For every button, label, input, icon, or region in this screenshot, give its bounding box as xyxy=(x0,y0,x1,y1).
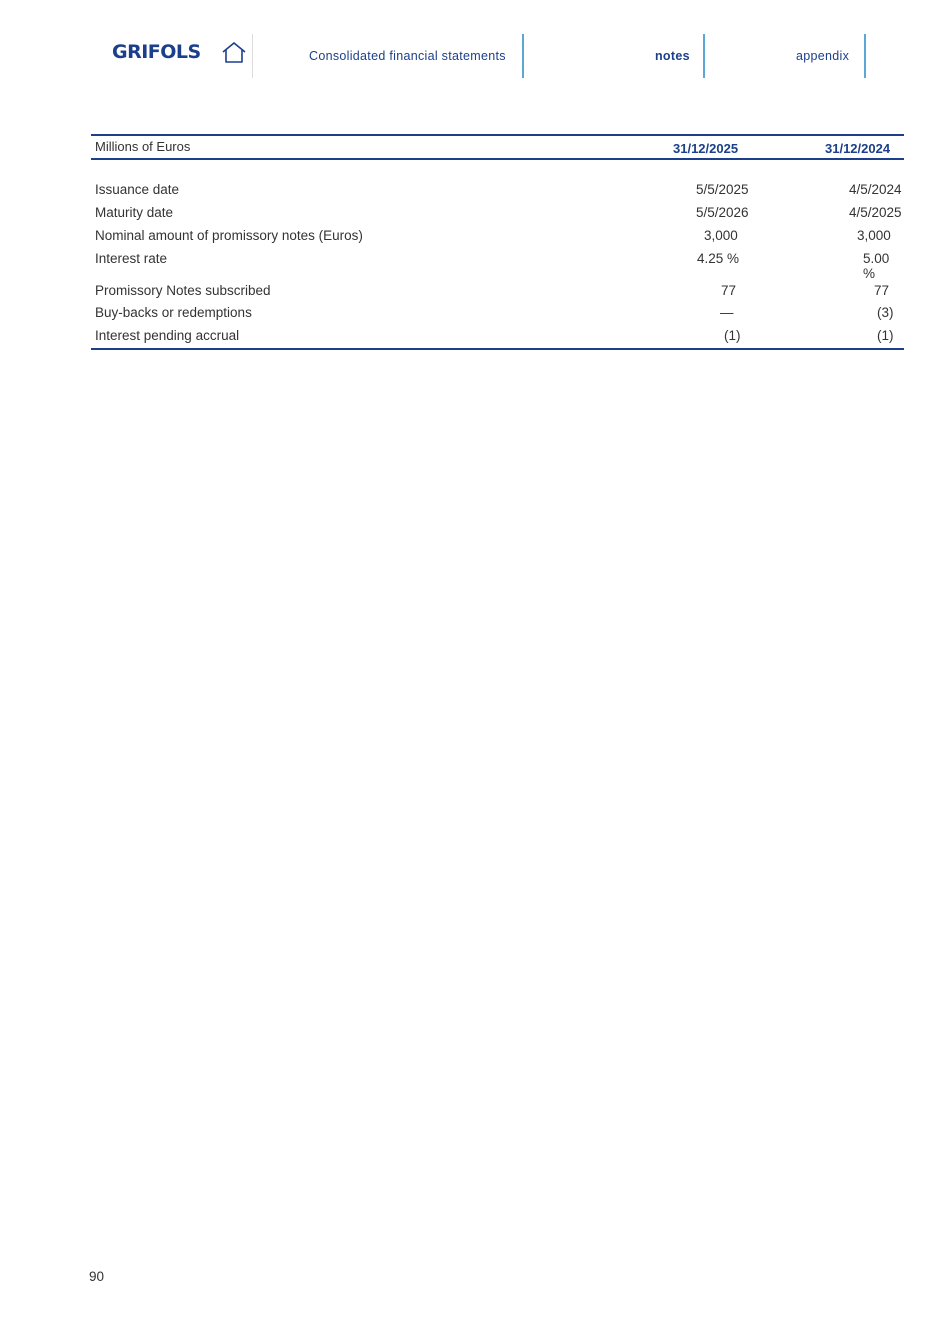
row-label: Interest rate xyxy=(95,251,168,266)
table-row xyxy=(91,205,904,225)
value-2025: 5/5/2026 xyxy=(696,205,749,220)
page-header xyxy=(0,0,950,90)
nav-consolidated-financial-statements[interactable]: Consolidated financial statements xyxy=(309,49,506,63)
table-header xyxy=(91,134,904,160)
table-row xyxy=(91,305,904,325)
value-2025: 4.25 % xyxy=(697,251,740,266)
table-row xyxy=(91,328,904,348)
header-divider xyxy=(522,34,524,78)
value-2025: 77 xyxy=(721,283,737,298)
home-icon[interactable] xyxy=(220,40,248,66)
nav-appendix[interactable]: appendix xyxy=(796,49,850,63)
row-label: Nominal amount of promissory notes (Euros) xyxy=(95,228,363,243)
value-2024: 77 xyxy=(874,283,890,298)
column-header-2024: 31/12/2024 xyxy=(825,141,891,156)
header-divider xyxy=(703,34,705,78)
value-2024: 5.00 % xyxy=(863,251,890,281)
value-2024: 4/5/2025 xyxy=(849,205,902,220)
value-2025: (1) xyxy=(724,328,741,343)
header-divider xyxy=(252,34,253,78)
value-2025: 3,000 xyxy=(704,228,738,243)
value-2024: (1) xyxy=(877,328,894,343)
table-bottom-rule xyxy=(91,348,904,350)
value-2025: 5/5/2025 xyxy=(696,182,749,197)
value-2025: — xyxy=(720,305,734,320)
column-header-2025: 31/12/2025 xyxy=(673,141,739,156)
row-label: Promissory Notes subscribed xyxy=(95,283,271,298)
grifols-logo[interactable]: GRIFOLS xyxy=(112,41,201,63)
value-2024: 3,000 xyxy=(857,228,891,243)
promissory-notes-table xyxy=(91,134,904,343)
row-label: Issuance date xyxy=(95,182,180,197)
nav-notes[interactable]: notes xyxy=(655,49,690,63)
value-2024: 4/5/2024 xyxy=(849,182,902,197)
table-row xyxy=(91,251,904,281)
row-label: Interest pending accrual xyxy=(95,328,240,343)
row-label: Buy-backs or redemptions xyxy=(95,305,252,320)
page-number: 90 xyxy=(89,1269,105,1284)
value-2024: (3) xyxy=(877,305,894,320)
table-row xyxy=(91,182,904,202)
table-row xyxy=(91,283,904,303)
header-divider xyxy=(864,34,866,78)
unit-label: Millions of Euros xyxy=(95,139,191,154)
row-label: Maturity date xyxy=(95,205,174,220)
table-row xyxy=(91,228,904,248)
